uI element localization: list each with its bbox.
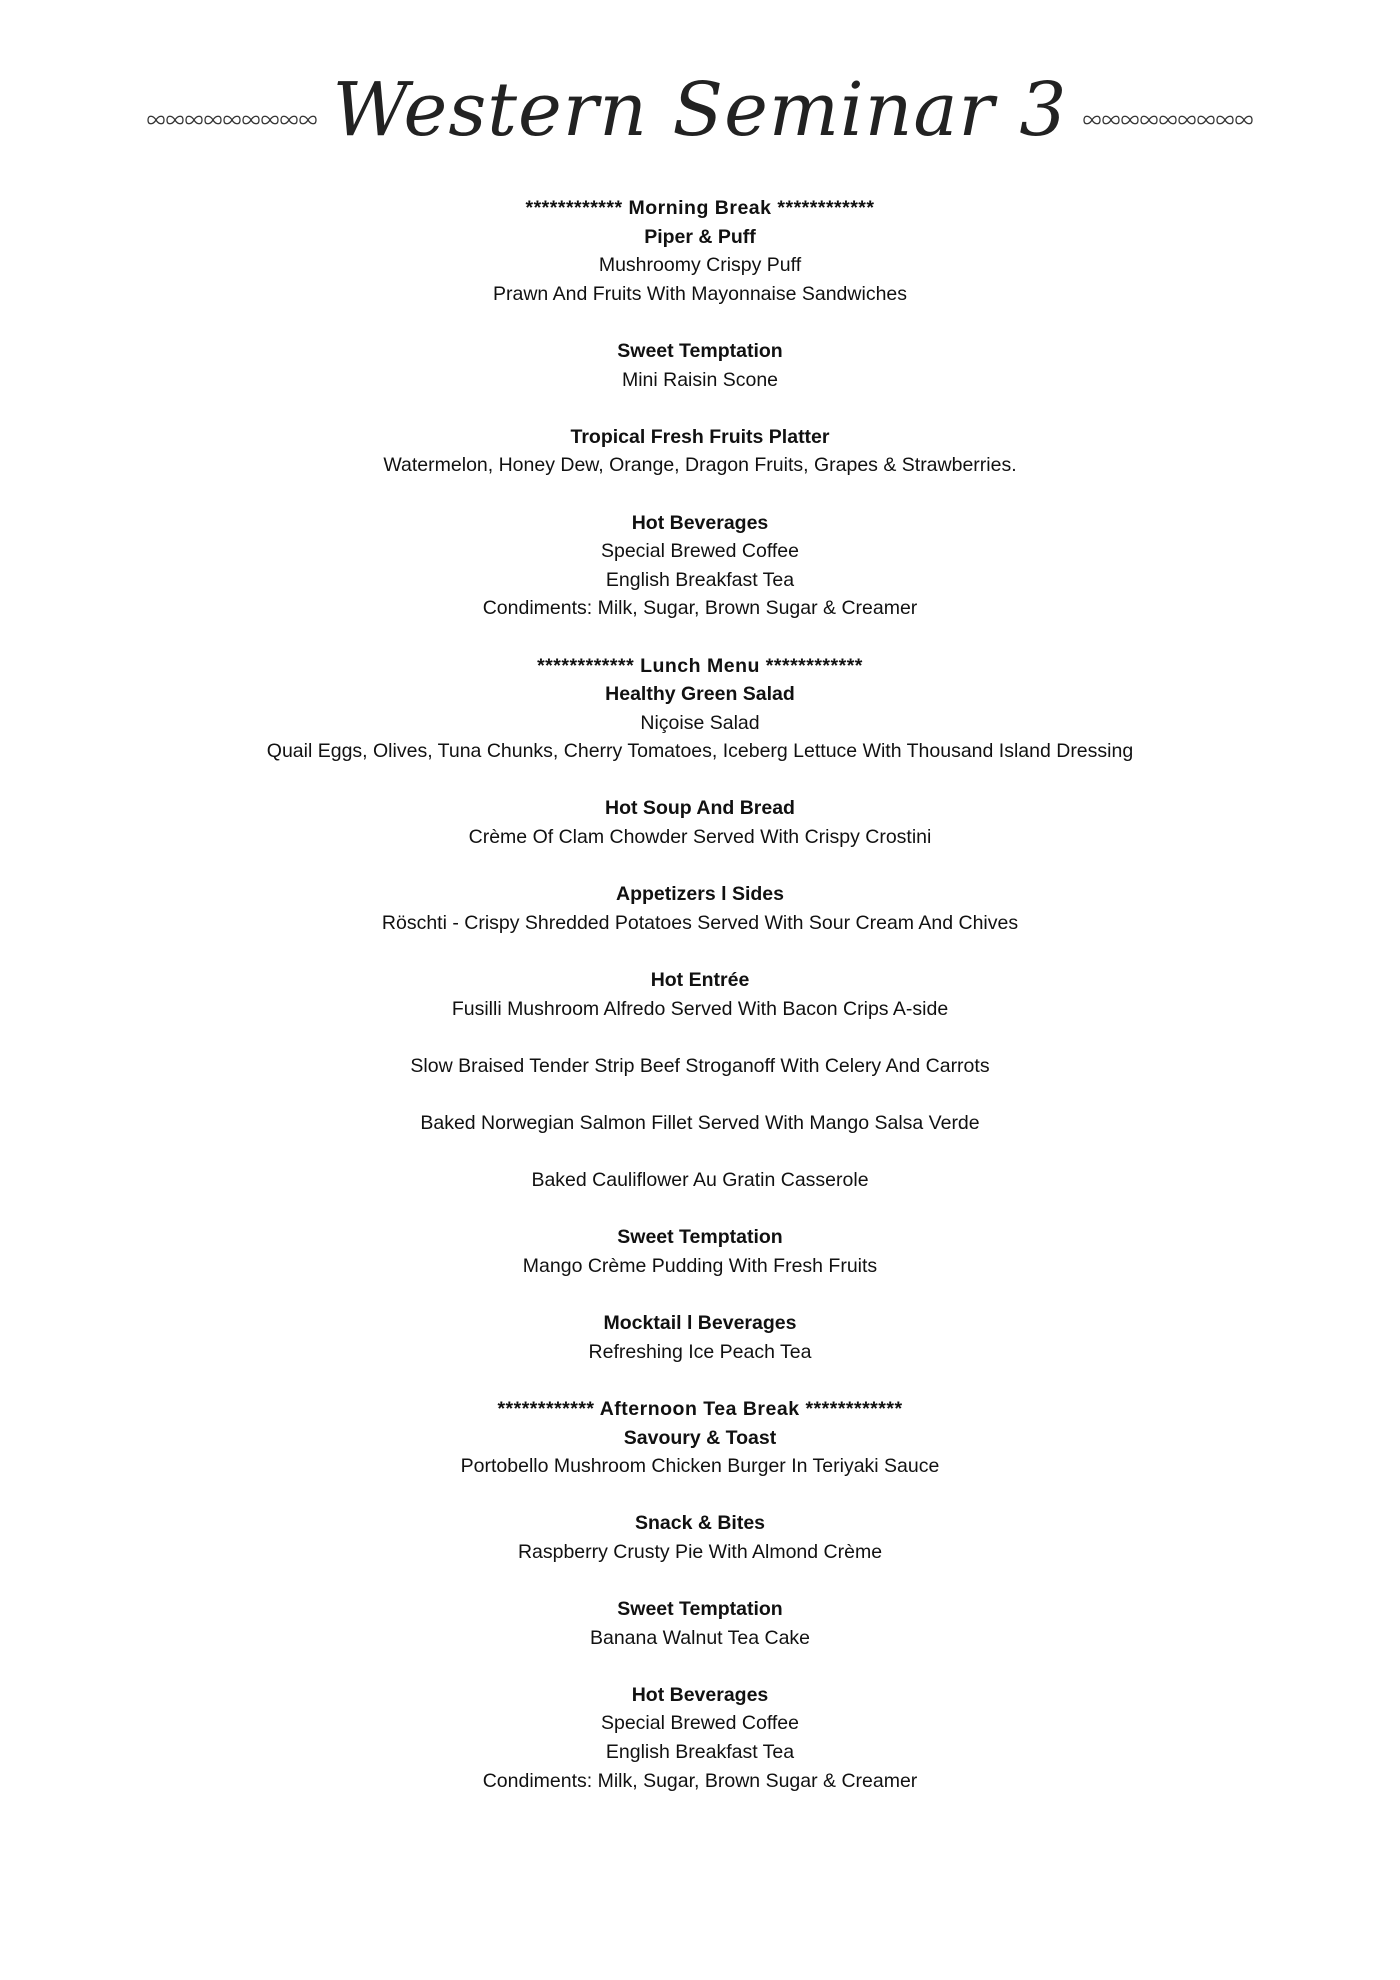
menu-item: Banana Walnut Tea Cake xyxy=(589,1626,811,1649)
group-heading: Sweet Temptation xyxy=(617,339,783,362)
menu-item: Mushroomy Crispy Puff xyxy=(598,254,802,277)
menu-section xyxy=(0,1395,1400,1795)
group-heading: Appetizers l Sides xyxy=(616,883,784,906)
left-ornament-icon xyxy=(147,105,317,135)
menu-group xyxy=(0,966,1400,1023)
menu-item: Niçoise Salad xyxy=(640,711,760,734)
menu-item: Quail Eggs, Olives, Tuna Chunks, Cherry Tomatoes, Iceberg Lettuce With Thousand Island Dressing xyxy=(266,740,1134,763)
menu-group xyxy=(0,680,1400,766)
loop-icon xyxy=(261,114,279,126)
loop-icon xyxy=(147,114,165,126)
loop-icon xyxy=(204,114,222,126)
menu-item: Watermelon, Honey Dew, Orange, Dragon Fruits, Grapes & Strawberries. xyxy=(383,454,1017,477)
loop-icon xyxy=(223,114,241,126)
menu-group xyxy=(0,509,1400,623)
menu-group xyxy=(0,1681,1400,1795)
group-heading: Tropical Fresh Fruits Platter xyxy=(570,425,830,448)
menu-group xyxy=(0,423,1400,480)
section-banner: ************ Afternoon Tea Break ************ xyxy=(497,1397,903,1420)
menu-group xyxy=(0,1166,1400,1195)
group-heading: Hot Soup And Bread xyxy=(605,797,795,820)
loop-icon xyxy=(242,114,260,126)
menu-item: Röschti - Crispy Shredded Potatoes Served With Sour Cream And Chives xyxy=(381,911,1019,934)
loop-icon xyxy=(166,114,184,126)
menu-item: Crème Of Clam Chowder Served With Crispy Crostini xyxy=(468,826,932,849)
group-heading: Savoury & Toast xyxy=(623,1426,777,1449)
loop-icon xyxy=(1159,114,1177,126)
menu-item: Baked Norwegian Salmon Fillet Served With Mango Salsa Verde xyxy=(420,1112,980,1134)
menu-item: Baked Cauliflower Au Gratin Casserole xyxy=(531,1169,869,1192)
menu-item: Prawn And Fruits With Mayonnaise Sandwiches xyxy=(492,282,908,305)
loop-icon xyxy=(1102,114,1120,126)
menu-group xyxy=(0,1052,1400,1081)
menu-item: Mango Crème Pudding With Fresh Fruits xyxy=(522,1254,878,1277)
menu-group xyxy=(0,880,1400,937)
menu-item: Special Brewed Coffee xyxy=(600,1712,799,1735)
menu-item: English Breakfast Tea xyxy=(605,1741,795,1764)
group-heading: Hot Entrée xyxy=(650,969,750,992)
section-banner: ************ Morning Break ************ xyxy=(525,197,875,219)
page-title: Western Seminar 3 xyxy=(332,67,1068,153)
section-banner: ************ Lunch Menu ************ xyxy=(537,654,863,677)
menu-group xyxy=(0,1109,1400,1138)
loop-icon xyxy=(1121,114,1139,126)
group-heading: Hot Beverages xyxy=(631,1683,769,1706)
group-heading: Mocktail l Beverages xyxy=(603,1312,797,1335)
title-row xyxy=(0,60,1400,160)
menu-group xyxy=(0,1424,1400,1481)
group-heading: Sweet Temptation xyxy=(617,1598,783,1621)
menu-item: Slow Braised Tender Strip Beef Stroganoff With Celery And Carrots xyxy=(410,1054,990,1077)
group-heading: Piper & Puff xyxy=(644,225,756,248)
menu-group xyxy=(0,794,1400,851)
menu-item: Portobello Mushroom Chicken Burger In Teriyaki Sauce xyxy=(460,1455,940,1478)
menu-section xyxy=(0,652,1400,1367)
menu-section xyxy=(0,194,1400,623)
loop-icon xyxy=(1083,114,1101,126)
loop-icon xyxy=(280,114,298,126)
menu-group xyxy=(0,1509,1400,1566)
group-heading: Healthy Green Salad xyxy=(605,683,795,706)
loop-icon xyxy=(185,114,203,126)
menu-group xyxy=(0,1223,1400,1280)
loop-icon xyxy=(1235,114,1253,126)
menu-item: English Breakfast Tea xyxy=(605,568,795,591)
loop-icon xyxy=(1197,114,1215,126)
loop-icon xyxy=(1178,114,1196,126)
menu-item: Fusilli Mushroom Alfredo Served With Bacon Crips A-side xyxy=(451,997,949,1020)
menu-group xyxy=(0,1309,1400,1366)
menu-group xyxy=(0,337,1400,394)
menu-content xyxy=(0,194,1400,1795)
menu-item: Special Brewed Coffee xyxy=(600,540,799,563)
menu-item: Mini Raisin Scone xyxy=(621,368,779,391)
right-ornament-icon xyxy=(1083,105,1253,135)
group-heading: Sweet Temptation xyxy=(617,1226,783,1249)
menu-item: Condiments: Milk, Sugar, Brown Sugar & Creamer xyxy=(482,597,918,620)
menu-group xyxy=(0,1595,1400,1652)
loop-icon xyxy=(1216,114,1234,126)
menu-group xyxy=(0,223,1400,309)
loop-icon xyxy=(299,114,317,126)
menu-item: Refreshing Ice Peach Tea xyxy=(588,1340,812,1363)
group-heading: Hot Beverages xyxy=(631,511,769,534)
group-heading: Snack & Bites xyxy=(634,1512,766,1535)
loop-icon xyxy=(1140,114,1158,126)
menu-item: Condiments: Milk, Sugar, Brown Sugar & Creamer xyxy=(482,1769,918,1792)
menu-item: Raspberry Crusty Pie With Almond Crème xyxy=(517,1540,883,1563)
